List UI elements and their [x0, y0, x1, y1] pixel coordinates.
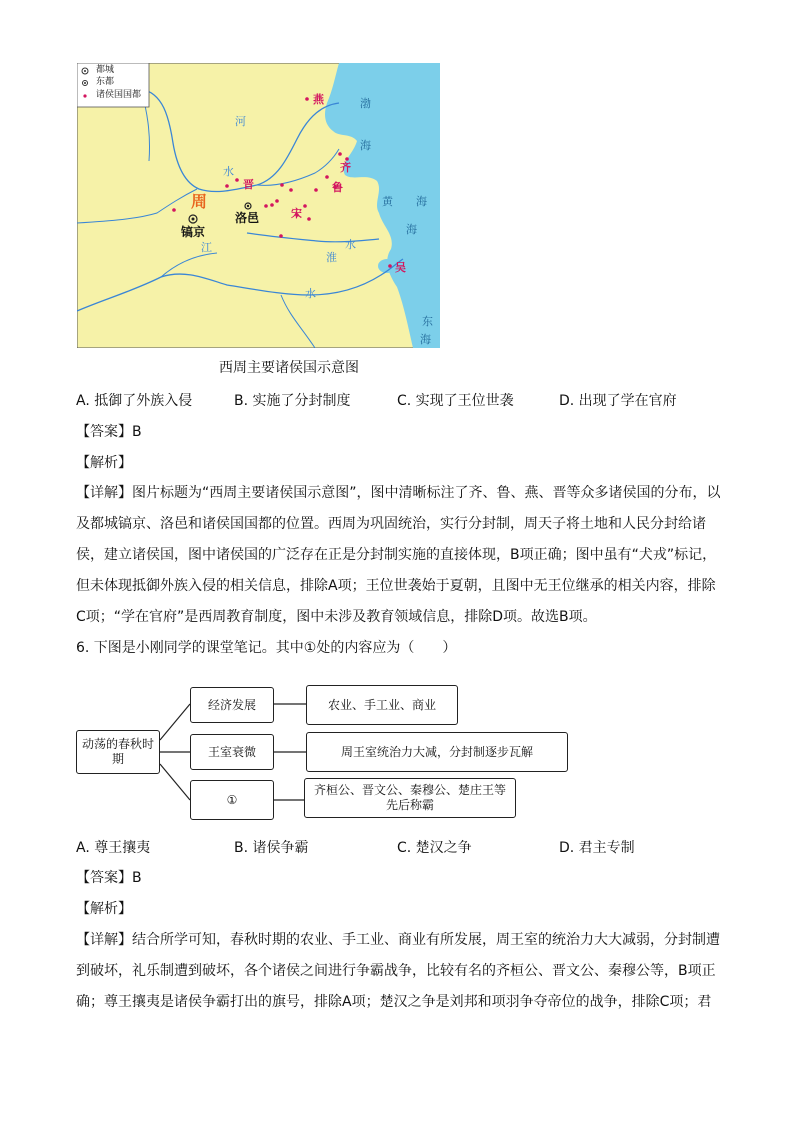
- q6-detail: 【详解】结合所学可知，春秋时期的农业、手工业、商业有所发展，周王室的统治力大大减弱，分封制遭到破坏，礼乐制遭到破坏，各个诸侯之间进行争霸战争，比较有名的齐桓公、晋文公、秦穆公等，B项正确；尊王攘夷是诸侯争霸打出的旗号，排除A项；楚汉之争是刘邦和项羽争夺帝位的战争，排除C项；君: [76, 932, 720, 1010]
- label-jiang-shui: 水: [305, 287, 316, 300]
- map-caption: 西周主要诸侯国示意图: [219, 360, 359, 376]
- diagram-root: 动荡的春秋时期: [76, 730, 160, 774]
- q6-answer: 【答案】B: [76, 870, 142, 886]
- legend-east-capital: 东都: [96, 77, 115, 87]
- q5-analysis-heading: 【解析】: [76, 455, 132, 471]
- q6-option-c: C. 楚汉之争: [397, 840, 472, 856]
- label-song: 宋: [291, 207, 302, 220]
- diagram-mid-blank: ①: [190, 780, 274, 820]
- q6-stem: 6. 下图是小刚同学的课堂笔记。其中①处的内容应为（ ）: [76, 640, 457, 656]
- label-he: 河: [235, 115, 246, 128]
- label-haojing: 镐京: [181, 225, 206, 239]
- diagram-right-royal: 周王室统治力大减，分封制逐步瓦解: [306, 732, 568, 772]
- label-jiang: 江: [201, 241, 212, 254]
- diagram-right-hegemony: 齐桓公、晋文公、秦穆公、楚庄王等先后称霸: [304, 778, 516, 818]
- map-figure: [77, 63, 440, 348]
- diagram-right-economy: 农业、手工业、商业: [306, 685, 458, 725]
- q5-option-b: B. 实施了分封制度: [234, 393, 351, 409]
- label-he-shui: 水: [223, 165, 234, 178]
- diagram-mid-royal: 王室衰微: [190, 734, 274, 770]
- label-bo-hai: 海: [360, 139, 371, 152]
- legend-capital: 都城: [96, 65, 115, 75]
- label-lu: 鲁: [332, 181, 343, 194]
- label-huang-hai: 海: [416, 195, 427, 208]
- label-zhou: 周: [191, 192, 208, 211]
- notes-diagram: [76, 682, 576, 822]
- q6-analysis-heading: 【解析】: [76, 901, 132, 917]
- label-wu: 吴: [395, 261, 406, 274]
- q6-option-d: D. 君主专制: [559, 840, 635, 856]
- label-yan: 燕: [313, 93, 324, 106]
- q5-detail: 【详解】图片标题为“西周主要诸侯国示意图”，图中清晰标注了齐、鲁、燕、晋等众多诸侯国的分布，以及都城镐京、洛邑和诸侯国国都的位置。西周为巩固统治，实行分封制，周天子将土地和人民分封给诸侯，建立诸侯国，图中诸侯国的广泛存在正是分封制实施的直接体现，B项正确；图中虽有“犬戎”标记，但未体现抵御外族入侵的相关信息，排除A项；王位世袭始于夏朝，且图中无王位继承的相关内容，排除C项；“学在官府”是西周教育制度，图中未涉及教育领域信息，排除D项。故选B项。: [76, 485, 721, 625]
- label-huang-hai-2: 海: [406, 223, 417, 236]
- label-huai-shui: 水: [345, 238, 356, 251]
- label-qi: 齐: [340, 161, 351, 174]
- label-jin: 晋: [243, 178, 254, 191]
- diagram-mid-economy: 经济发展: [190, 687, 274, 723]
- label-dong-hai: 海: [420, 333, 431, 346]
- label-bo: 渤: [360, 97, 371, 110]
- legend-vassal-capital: 诸侯国国都: [96, 90, 142, 100]
- label-huang: 黄: [382, 195, 393, 208]
- q6-option-b: B. 诸侯争霸: [234, 840, 309, 856]
- label-huai: 淮: [326, 251, 337, 264]
- label-luoyi: 洛邑: [235, 211, 260, 225]
- q5-answer: 【答案】B: [76, 424, 142, 440]
- q5-option-a: A. 抵御了外族入侵: [76, 393, 193, 409]
- q5-option-c: C. 实现了王位世袭: [397, 393, 514, 409]
- q6-option-a: A. 尊王攘夷: [76, 840, 151, 856]
- label-dong: 东: [422, 315, 433, 328]
- q5-option-d: D. 出现了学在官府: [559, 393, 677, 409]
